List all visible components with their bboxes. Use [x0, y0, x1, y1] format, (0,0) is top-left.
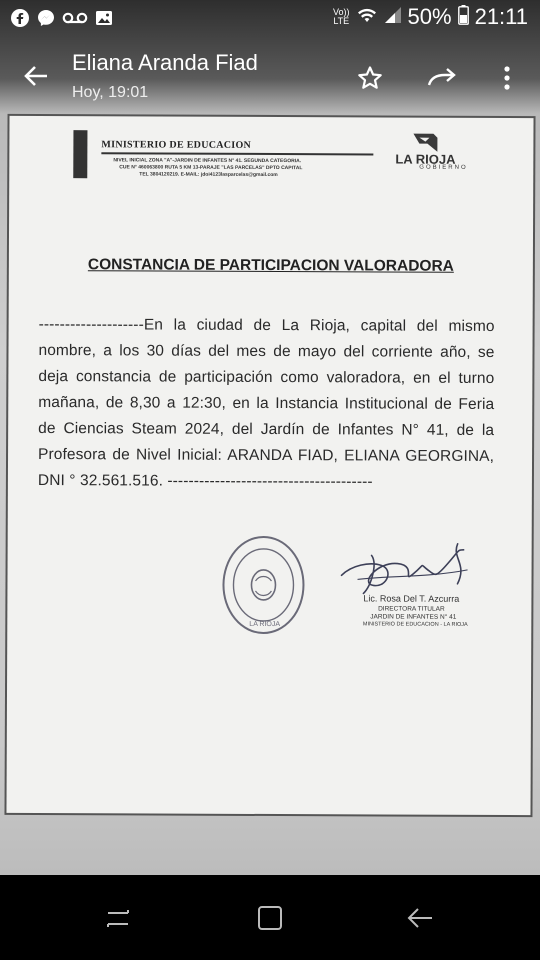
- status-bar: [0, 0, 540, 38]
- logo-subtitle: GOBIERNO: [419, 164, 468, 171]
- back-nav-button[interactable]: [390, 898, 450, 938]
- app-bar: [0, 38, 540, 112]
- battery-icon: [458, 5, 469, 29]
- ministry-heading: MINISTERIO DE EDUCACION: [101, 139, 252, 151]
- home-button[interactable]: [240, 898, 300, 938]
- star-icon: [357, 65, 383, 91]
- navigation-bar: [0, 876, 540, 960]
- school-seal-icon: [217, 523, 312, 641]
- signal-icon: [384, 6, 402, 28]
- back-button[interactable]: [16, 56, 56, 96]
- image-icon: [94, 8, 114, 28]
- lte-label: LTE: [333, 16, 350, 26]
- network-label: [333, 8, 350, 26]
- star-button[interactable]: [350, 58, 390, 98]
- message-timestamp: Hoy, 19:01: [72, 84, 149, 101]
- header-line-1: NIVEL INICIAL ZONA "A"-JARDIN DE INFANTES N° 41. SEGUNDA CATEGORIA.: [113, 157, 302, 165]
- la-rioja-logo-icon: [411, 132, 439, 154]
- signatory-school: JARDIN DE INFANTES N° 41: [370, 613, 457, 621]
- back-nav-icon: [406, 905, 434, 931]
- header-line-3: TEL 3804120219. E-MAIL: jdoi4123lasparcelas@gmail.com: [139, 171, 278, 179]
- battery-level: 50%: [407, 4, 452, 29]
- sender-name: Eliana Aranda Fiad: [72, 50, 258, 75]
- recent-apps-icon: [104, 905, 132, 931]
- header-bar: [73, 130, 87, 178]
- messenger-icon: [36, 8, 56, 28]
- arrow-back-icon: [23, 63, 49, 89]
- signatory-role: DIRECTORA TITULAR: [378, 605, 445, 613]
- clock: 21:11: [474, 4, 528, 29]
- header-divider: [101, 152, 373, 155]
- signatory-name: Lic. Rosa Del T. Azcurra: [363, 593, 460, 604]
- forward-icon: [427, 65, 457, 91]
- recent-apps-button[interactable]: [88, 898, 148, 938]
- more-vert-icon: [503, 65, 511, 91]
- logo-title: LA RIOJA: [395, 151, 456, 167]
- signatory-ministry: MINISTERIO DE EDUCACION - LA RIOJA: [362, 621, 468, 628]
- seal-text: LA RIOJA: [249, 620, 281, 629]
- more-options-button[interactable]: [487, 58, 527, 98]
- volte-label: Vo)): [333, 7, 350, 17]
- document-title: CONSTANCIA DE PARTICIPACION VALORADORA: [87, 256, 454, 275]
- voicemail-icon: [62, 8, 88, 28]
- document-photo: [6, 116, 533, 815]
- wifi-icon: [356, 6, 378, 28]
- forward-button[interactable]: [422, 58, 462, 98]
- facebook-icon: [10, 8, 30, 28]
- document-body: --------------------En la ciudad de La Rioja, capital del mismo nombre, a los 30 días del mes de mayo del corriente año, se deja constancia de participación como valoradora, en el turno mañana, de 8,30 a 12:30, en la Instancia Institucional de Feria de Ciencias Steam 2024, del Jardín de Infantes N° 41, de la Profesora de Nivel Inicial: ARANDA FIAD, ELIANA GEORGINA, DNI ° 32.561.516. ---------------------------------------: [37, 315, 495, 491]
- header-line-2: CUE N° 460063800 RUTA 5 KM 13-PARAJE "LAS PARCELAS" DPTO CAPITAL: [119, 164, 303, 172]
- home-icon: [256, 904, 284, 932]
